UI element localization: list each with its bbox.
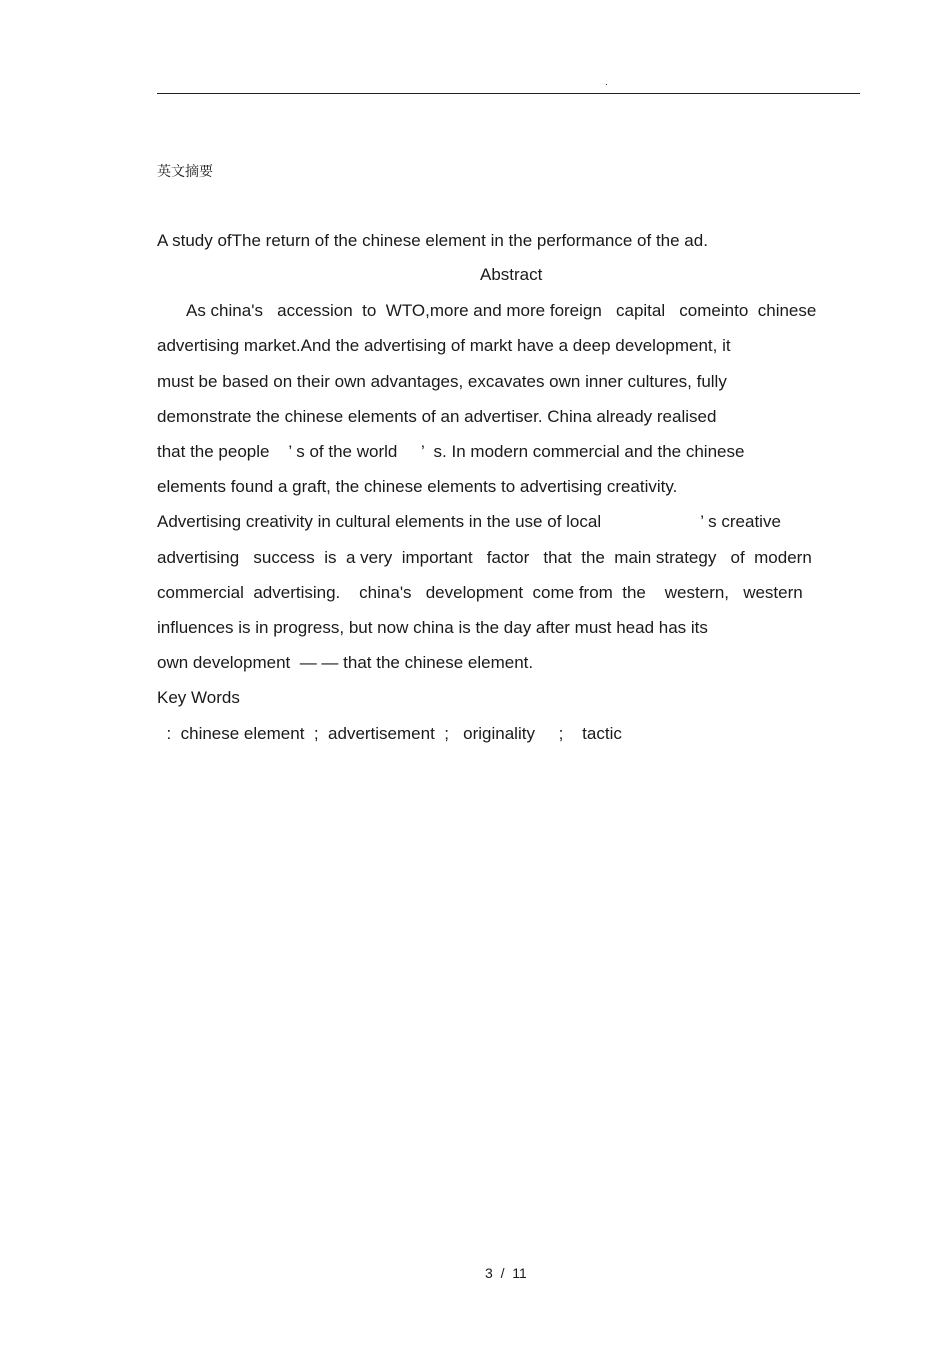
abstract-line: commercial advertising. china's development come from the western, western <box>157 583 803 602</box>
abstract-line: elements found a graft, the chinese elements to advertising creativity. <box>157 477 678 496</box>
page-number: 3 / 11 <box>485 1265 527 1281</box>
header-mark: . <box>605 77 608 88</box>
abstract-line: Advertising creativity in cultural elements in the use of local ’ s creative <box>157 512 781 531</box>
abstract-line: own development — — that the chinese element. <box>157 653 534 672</box>
abstract-line: demonstrate the chinese elements of an advertiser. China already realised <box>157 407 717 426</box>
keywords-list: : chinese element ; advertisement ; originality ; tactic <box>157 724 622 743</box>
abstract-line: advertising success is a very important factor that the main strategy of modern <box>157 548 812 567</box>
study-title: A study ofThe return of the chinese element in the performance of the ad. <box>157 231 708 250</box>
abstract-line: advertising market.And the advertising of markt have a deep development, it <box>157 336 731 355</box>
header-rule <box>157 93 860 94</box>
chinese-heading: 英文摘要 <box>157 164 213 180</box>
abstract-line: that the people ’ s of the world ’ s. In modern commercial and the chinese <box>157 442 745 461</box>
abstract-line: As china's accession to WTO,more and more foreign capital comeinto chinese <box>186 301 817 320</box>
keywords-label: Key Words <box>157 688 240 707</box>
abstract-line: influences is in progress, but now china is the day after must head has its <box>157 618 708 637</box>
abstract-line: must be based on their own advantages, excavates own inner cultures, fully <box>157 372 727 391</box>
abstract-title: Abstract <box>480 265 543 284</box>
